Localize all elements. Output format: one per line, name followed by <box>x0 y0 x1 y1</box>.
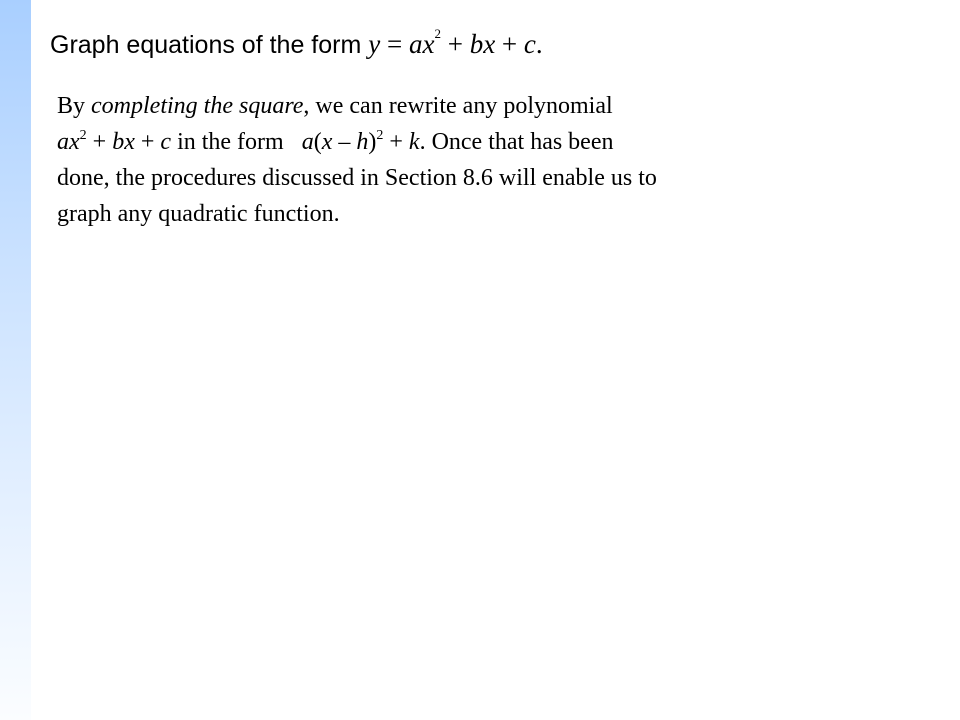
body-l2-plus2: + <box>134 129 161 155</box>
body-l2-ax: ax <box>57 129 80 155</box>
body-l2-h: h <box>356 129 369 155</box>
body-paragraph <box>57 88 857 232</box>
eq-bx: bx <box>469 29 496 59</box>
eq-y: y <box>368 29 381 59</box>
eq-period: . <box>535 29 543 59</box>
body-line-2 <box>57 124 857 160</box>
body-line-4: graph any quadratic function. <box>57 201 340 227</box>
body-l2-mid: in the form <box>171 129 284 155</box>
eq-ax: ax <box>408 29 435 59</box>
eq-equals: = <box>380 29 409 59</box>
body-l2-bx: bx <box>112 129 135 155</box>
body-l1-by: By <box>57 93 92 119</box>
body-l2-plus1: + <box>86 129 113 155</box>
body-l1-emphasis: completing the square <box>91 93 304 119</box>
body-l1-rest: , we can rewrite any polynomial <box>303 93 613 119</box>
body-l2-exp2: 2 <box>376 128 384 143</box>
body-l2-paren-open: ( <box>313 129 322 155</box>
eq-exponent: 2 <box>434 26 441 41</box>
body-l2-k: k <box>408 129 420 155</box>
slide-title <box>50 26 543 63</box>
body-l2-x: x <box>321 129 333 155</box>
eq-plus-1: + <box>440 29 470 59</box>
body-line-1 <box>57 88 857 124</box>
body-l2-end: . Once that has been <box>419 129 614 155</box>
body-l2-exp1: 2 <box>79 128 87 143</box>
eq-plus-2: + <box>495 29 524 59</box>
body-l2-plus3: + <box>383 129 409 155</box>
body-l2-a: a <box>301 129 314 155</box>
title-equation <box>368 26 543 59</box>
side-accent-bar <box>0 0 31 720</box>
eq-c: c <box>523 29 536 59</box>
body-l2-paren-close: ) <box>368 129 377 155</box>
title-prefix: Graph equations of the form <box>50 31 369 59</box>
body-l2-minus: – <box>332 129 357 155</box>
body-l2-c: c <box>160 129 172 155</box>
body-line-3: done, the procedures discussed in Section 8.6 will enable us to <box>57 165 657 191</box>
